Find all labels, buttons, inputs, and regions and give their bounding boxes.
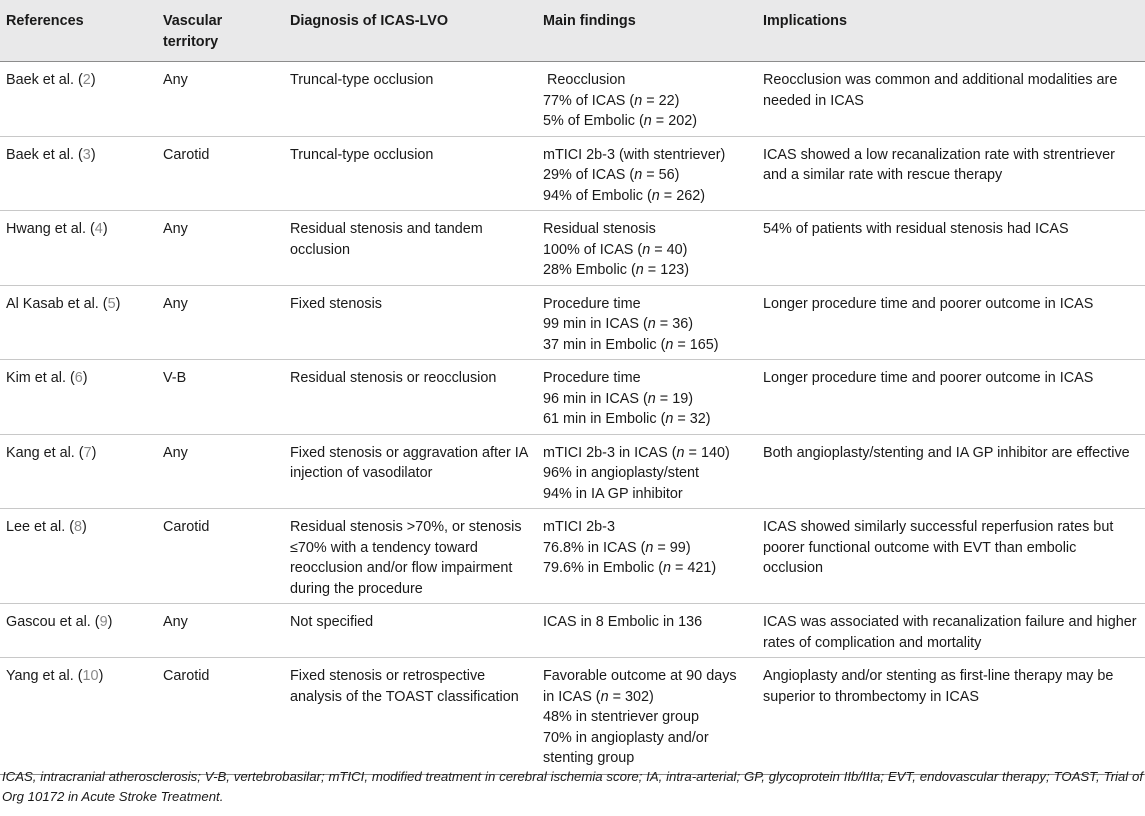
diagnosis-cell: Not specified bbox=[284, 604, 537, 658]
table-row bbox=[0, 211, 1145, 286]
finding-line: 29% of ICAS (n = 56) bbox=[543, 167, 680, 183]
finding-line: 5% of Embolic (n = 202) bbox=[543, 113, 697, 129]
reference-author: Baek et al. bbox=[6, 72, 74, 88]
finding-line: Reocclusion bbox=[543, 72, 626, 88]
reference-author: Yang et al. bbox=[6, 668, 74, 684]
implications-cell: ICAS showed a low recanalization rate with strentriever and a similar rate with rescue therapy bbox=[757, 136, 1145, 211]
finding-line: Residual stenosis bbox=[543, 221, 656, 237]
vascular-territory-cell: Carotid bbox=[157, 509, 284, 604]
main-findings-cell bbox=[537, 62, 757, 137]
reference-cell: Hwang et al. (4) bbox=[0, 211, 157, 286]
finding-line: 37 min in Embolic (n = 165) bbox=[543, 336, 719, 353]
vascular-territory-cell: Any bbox=[157, 434, 284, 509]
finding-line: 70% in angioplasty and/or stenting group bbox=[543, 729, 713, 766]
finding-line: 48% in stentriever group bbox=[543, 709, 699, 725]
reference-author: Al Kasab et al. bbox=[6, 295, 99, 312]
table-footnote: ICAS, intracranial atherosclerosis; V-B, vertebrobasilar; mTICI, modified treatment in cerebral ischemia score; IA, intra-arterial; GP, glycoprotein IIb/IIIa; EVT, endovascular therapy; TOAST, Trial of Org 10172 in Acute Stroke Treatment. bbox=[2, 769, 1143, 804]
main-findings-cell bbox=[537, 658, 757, 775]
table-row bbox=[0, 434, 1145, 509]
table-row bbox=[0, 604, 1145, 658]
finding-line: 99 min in ICAS (n = 36) bbox=[543, 316, 693, 332]
reference-author: Kang et al. bbox=[6, 444, 75, 461]
implications-cell: Longer procedure time and poorer outcome in ICAS bbox=[757, 285, 1145, 360]
reference-cell: Gascou et al. (9) bbox=[0, 604, 157, 658]
reference-cell: Kang et al. (7) bbox=[0, 434, 157, 509]
vascular-territory-cell: Any bbox=[157, 62, 284, 137]
reference-author: Hwang et al. bbox=[6, 221, 86, 237]
citation-link[interactable]: 8 bbox=[74, 519, 83, 535]
diagnosis-cell: Residual stenosis or reocclusion bbox=[284, 360, 537, 435]
citation-link[interactable]: 10 bbox=[82, 668, 99, 684]
reference-cell: Al Kasab et al. (5) bbox=[0, 285, 157, 360]
vascular-territory-cell: Any bbox=[157, 604, 284, 658]
table-row bbox=[0, 62, 1145, 137]
main-findings-cell bbox=[537, 360, 757, 435]
citation-link[interactable]: 7 bbox=[83, 444, 92, 461]
main-findings-cell bbox=[537, 136, 757, 211]
finding-line: 94% of Embolic (n = 262) bbox=[543, 187, 705, 204]
vascular-territory-cell: Carotid bbox=[157, 136, 284, 211]
citation-link[interactable]: 3 bbox=[82, 146, 91, 163]
finding-line: 94% in IA GP inhibitor bbox=[543, 485, 683, 502]
reference-author: Lee et al. bbox=[6, 519, 66, 535]
implications-cell: Both angioplasty/stenting and IA GP inhibitor are effective bbox=[757, 434, 1145, 509]
reference-author: Kim et al. bbox=[6, 370, 66, 386]
finding-line: ICAS in 8 Embolic in 136 bbox=[543, 614, 703, 630]
diagnosis-cell: Residual stenosis >70%, or stenosis ≤70% with a tendency toward reocclusion and/or flow impairment during the procedure bbox=[284, 509, 537, 604]
header-references: References bbox=[0, 0, 157, 62]
vascular-territory-cell: V-B bbox=[157, 360, 284, 435]
citation-link[interactable]: 4 bbox=[94, 221, 103, 237]
finding-line: Procedure time bbox=[543, 370, 641, 386]
finding-line: 28% Embolic (n = 123) bbox=[543, 262, 689, 278]
finding-line: mTICI 2b-3 bbox=[543, 519, 615, 535]
reference-cell: Yang et al. (10) bbox=[0, 658, 157, 775]
table-row bbox=[0, 285, 1145, 360]
finding-line: mTICI 2b-3 (with stentriever) bbox=[543, 146, 726, 163]
header-vascular-territory: Vascular territory bbox=[157, 0, 284, 62]
citation-link[interactable]: 5 bbox=[107, 295, 116, 312]
implications-cell: ICAS showed similarly successful reperfusion rates but poorer functional outcome with EVT than embolic occlusion bbox=[757, 509, 1145, 604]
header-diagnosis: Diagnosis of ICAS-LVO bbox=[284, 0, 537, 62]
finding-line: 100% of ICAS (n = 40) bbox=[543, 241, 688, 258]
diagnosis-cell: Truncal-type occlusion bbox=[284, 136, 537, 211]
main-findings-cell bbox=[537, 211, 757, 286]
implications-cell: Longer procedure time and poorer outcome in ICAS bbox=[757, 360, 1145, 435]
finding-line: 96% in angioplasty/stent bbox=[543, 465, 699, 481]
citation-link[interactable]: 2 bbox=[82, 72, 91, 88]
reference-cell: Baek et al. (3) bbox=[0, 136, 157, 211]
reference-cell: Kim et al. (6) bbox=[0, 360, 157, 435]
table-row bbox=[0, 658, 1145, 775]
finding-line: 96 min in ICAS (n = 19) bbox=[543, 390, 693, 407]
main-findings-cell bbox=[537, 509, 757, 604]
table-row bbox=[0, 360, 1145, 435]
table-body bbox=[0, 62, 1145, 775]
finding-line: Favorable outcome at 90 days in ICAS (n = 302) bbox=[543, 668, 741, 705]
diagnosis-cell: Fixed stenosis bbox=[284, 285, 537, 360]
finding-line: 76.8% in ICAS (n = 99) bbox=[543, 539, 691, 556]
implications-cell: 54% of patients with residual stenosis had ICAS bbox=[757, 211, 1145, 286]
vascular-territory-cell: Carotid bbox=[157, 658, 284, 775]
header-main-findings: Main findings bbox=[537, 0, 757, 62]
main-findings-cell bbox=[537, 604, 757, 658]
reference-cell: Lee et al. (8) bbox=[0, 509, 157, 604]
header-implications: Implications bbox=[757, 0, 1145, 62]
table-row bbox=[0, 136, 1145, 211]
vascular-territory-cell: Any bbox=[157, 285, 284, 360]
citation-link[interactable]: 6 bbox=[74, 370, 83, 386]
vascular-territory-cell: Any bbox=[157, 211, 284, 286]
main-findings-cell bbox=[537, 434, 757, 509]
table-row bbox=[0, 509, 1145, 604]
header-row bbox=[0, 0, 1145, 62]
finding-line: 79.6% in Embolic (n = 421) bbox=[543, 560, 717, 576]
diagnosis-cell: Truncal-type occlusion bbox=[284, 62, 537, 137]
diagnosis-cell: Fixed stenosis or aggravation after IA injection of vasodilator bbox=[284, 434, 537, 509]
table-header bbox=[0, 0, 1145, 62]
implications-cell: ICAS was associated with recanalization failure and higher rates of complication and mortality bbox=[757, 604, 1145, 658]
finding-line: Procedure time bbox=[543, 295, 641, 312]
finding-line: 77% of ICAS (n = 22) bbox=[543, 92, 680, 109]
finding-line: mTICI 2b-3 in ICAS (n = 140) bbox=[543, 444, 730, 461]
implications-cell: Angioplasty and/or stenting as first-line therapy may be superior to thrombectomy in ICAS bbox=[757, 658, 1145, 775]
reference-author: Gascou et al. bbox=[6, 614, 91, 630]
implications-cell: Reocclusion was common and additional modalities are needed in ICAS bbox=[757, 62, 1145, 137]
diagnosis-cell: Residual stenosis and tandem occlusion bbox=[284, 211, 537, 286]
citation-link[interactable]: 9 bbox=[99, 614, 108, 630]
reference-cell: Baek et al. (2) bbox=[0, 62, 157, 137]
diagnosis-cell: Fixed stenosis or retrospective analysis of the TOAST classification bbox=[284, 658, 537, 775]
main-findings-cell bbox=[537, 285, 757, 360]
reference-author: Baek et al. bbox=[6, 146, 74, 163]
finding-line: 61 min in Embolic (n = 32) bbox=[543, 411, 711, 427]
